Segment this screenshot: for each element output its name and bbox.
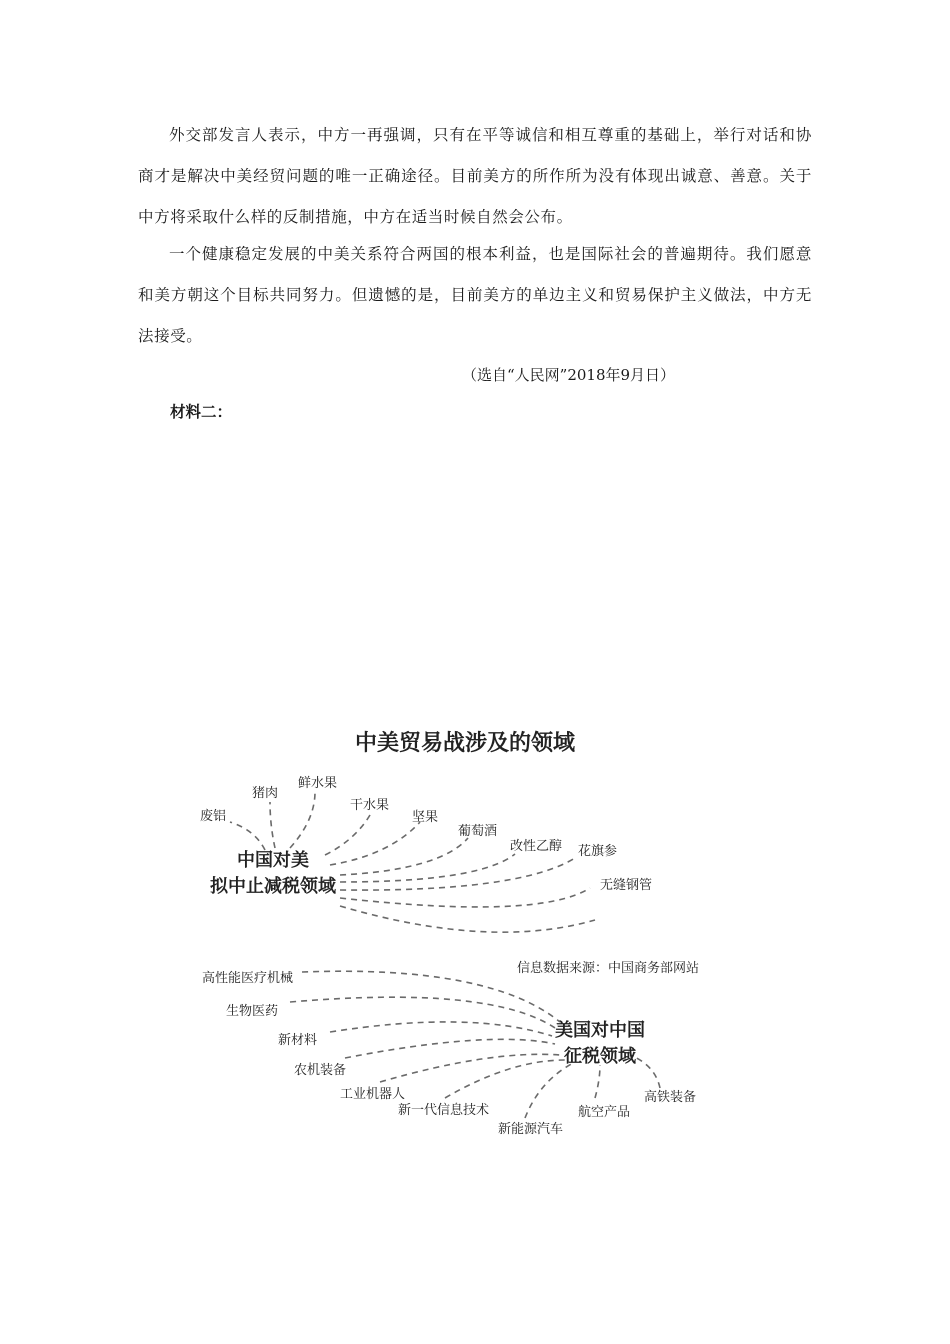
link-us-0 [302,971,560,1022]
link-us-1 [290,997,555,1028]
link-china-8 [340,888,590,907]
china-hub-line-2: 拟中止减税领域 [210,876,336,897]
source-citation: （选自“人民网”2018年9月日） [462,366,676,384]
link-china-9 [340,906,595,932]
us-item-1: 生物医药 [226,1004,279,1019]
us-hub-line-1: 美国对中国 [555,1020,645,1041]
material-heading: 材料二： [170,402,233,421]
us-item-5: 新一代信息技术 [398,1103,490,1118]
china-item-1: 猪肉 [252,786,279,801]
us-item-7: 航空产品 [578,1105,631,1120]
link-china-3 [325,815,370,855]
china-item-3: 干水果 [350,798,390,813]
link-us-7 [595,1065,600,1098]
china-item-4: 坚果 [412,810,439,825]
us-item-3: 农机装备 [294,1063,347,1078]
us-item-2: 新材料 [278,1033,318,1048]
link-china-0 [230,822,265,850]
link-china-6 [340,854,515,882]
china-item-5: 葡萄酒 [458,824,498,839]
link-china-5 [340,838,468,875]
paragraph-1: 外交部发言人表示，中方一再强调，只有在平等诚信和相互尊重的基础上，举行对话和协商才是解决中美经贸问题的唯一正确途径。目前美方的所作所为没有体现出诚意、善意。关于中方将采取什么样的反制措施，中方在适当时候自然会公布。 [138,126,812,226]
link-china-2 [290,792,315,848]
diagram-canvas [190,710,740,1150]
china-item-8: 无缝钢管 [600,878,653,893]
link-us-2 [330,1022,552,1036]
china-hub-line-1: 中国对美 [237,850,309,871]
us-item-6: 新能源汽车 [498,1122,564,1137]
china-item-2: 鲜水果 [298,776,338,791]
us-hub-line-2: 征税领域 [564,1046,636,1067]
link-china-4 [330,822,420,865]
link-us-5 [445,1060,565,1098]
link-china-7 [340,858,575,890]
china-item-0: 废铝 [200,809,227,824]
us-item-8: 高铁装备 [644,1090,697,1105]
data-source-note: 信息数据来源：中国商务部网站 [517,961,700,976]
china-item-6: 改性乙醇 [510,839,563,854]
trade-war-diagram [190,710,740,1150]
diagram-title: 中美贸易战涉及的领域 [354,731,576,756]
paragraph-2: 一个健康稳定发展的中美关系符合两国的根本利益，也是国际社会的普遍期待。我们愿意和美方朝这个目标共同努力。但遗憾的是，目前美方的单边主义和贸易保护主义做法，中方无法接受。 [138,245,812,345]
us-item-0: 高性能医疗机械 [202,971,294,986]
china-item-7: 花旗参 [578,844,618,859]
link-us-4 [380,1054,560,1082]
us-item-4: 工业机器人 [340,1087,406,1102]
link-china-1 [270,802,275,848]
link-us-6 [525,1062,575,1118]
